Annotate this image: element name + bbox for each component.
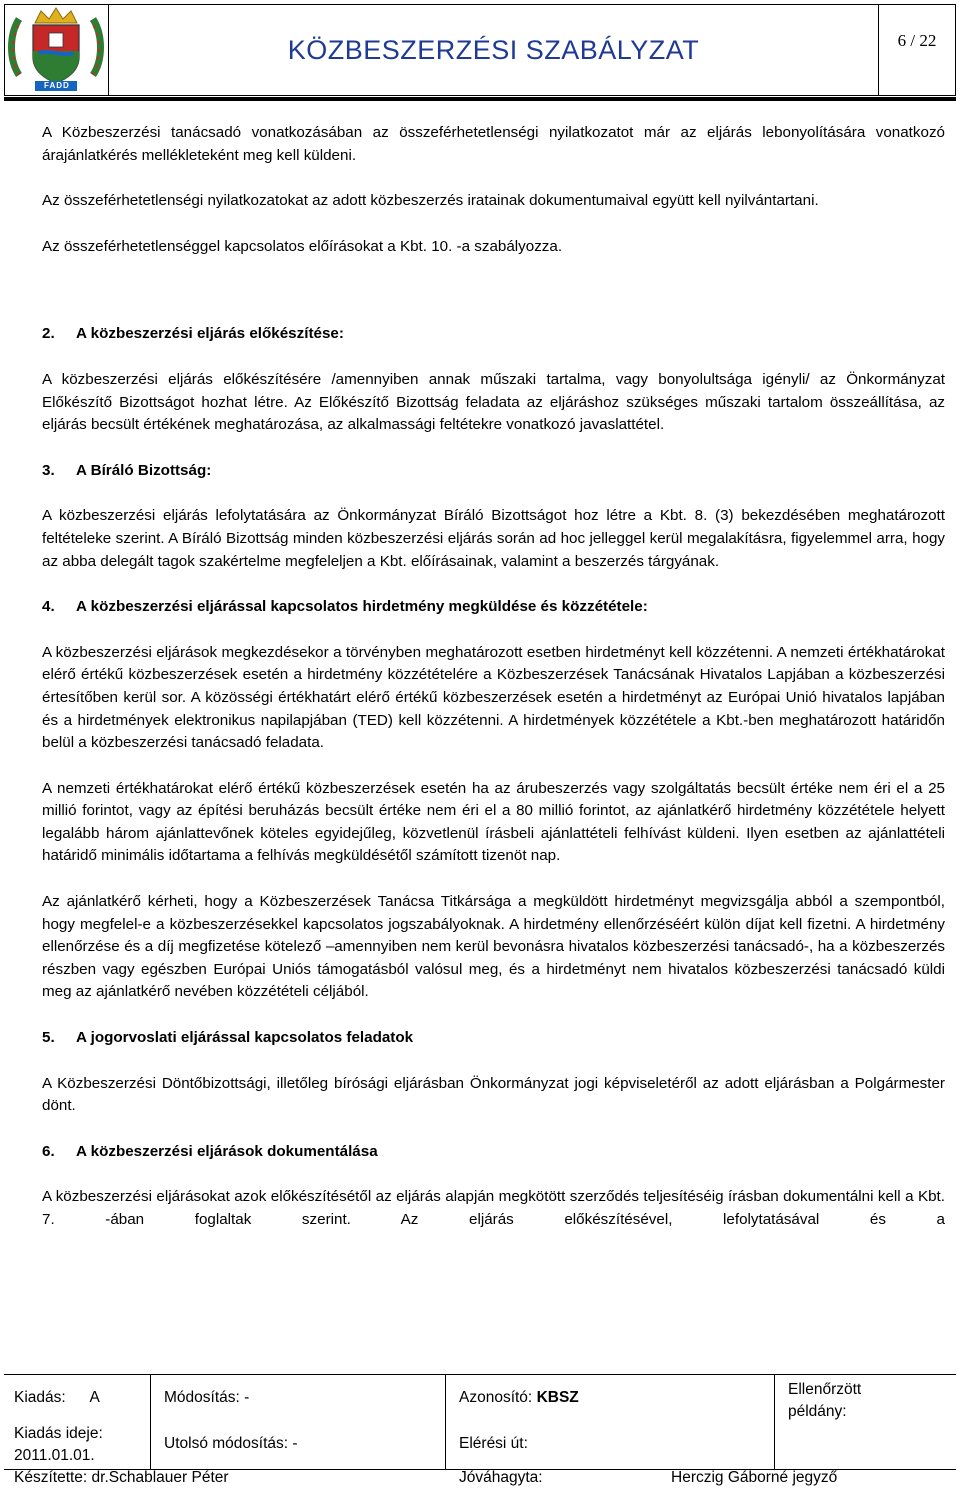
coat-of-arms-logo bbox=[5, 5, 109, 95]
approver-name: Herczig Gáborné jegyző bbox=[671, 1469, 838, 1486]
edition-value: A bbox=[89, 1389, 100, 1406]
section-heading bbox=[42, 596, 945, 619]
paragraph: Az összeférhetetlenséggel kapcsolatos előírásokat a Kbt. 10. -a szabályozza. bbox=[42, 237, 563, 255]
controlled-copy-field: Ellenőrzött példány: bbox=[788, 1381, 862, 1420]
paragraph: A nemzeti értékhatárokat elérő értékű közbeszerzések esetén ha az árubeszerzés vagy szolgáltatás becsült értéke nem éri el a 25 millió forintot, vagy az építési beruházás becsült értéke nem éri el a 80 millió forintot, az ajánlatkérő hirdetmény közzététele helyett legalább három ajánlattevőnek köteles egyidejűleg, közvetlenül írásbeli ajánlattételi felhívást küldeni. Ilyen esetben az ajánlattételi határidő minimális időtartama a felhívás megküldésétől számított tizenöt nap. bbox=[42, 779, 945, 865]
page-number: 6 / 22 bbox=[897, 31, 937, 50]
section-title: A közbeszerzési eljárással kapcsolatos hirdetmény megküldése és közzététele: bbox=[76, 598, 648, 616]
section-number: 2. bbox=[42, 325, 55, 343]
edition-label: Kiadás: bbox=[14, 1389, 66, 1406]
last-modification-field: Utolsó módosítás: - bbox=[164, 1435, 298, 1452]
section-title: A jogorvoslati eljárással kapcsolatos feladatok bbox=[76, 1029, 414, 1047]
section-number: 4. bbox=[42, 598, 55, 616]
issue-date-field bbox=[14, 1423, 144, 1467]
paragraph: A közbeszerzési eljárás előkészítésére /amennyiben annak műszaki tartalma, vagy bonyolultsága igényli/ az Önkormányzat Előkészítő Bizottságot hozhat létre. Az Előkészítő Bizottság feladata az eljáráshoz szükséges műszaki tartalom összeállítása, az eljárás becsült értékének meghatározása, az alkalmassági feltétekre vonatkozó javaslattétel. bbox=[42, 370, 945, 434]
approved-by-label: Jóváhagyta: bbox=[459, 1469, 543, 1486]
identifier-value: KBSZ bbox=[536, 1389, 579, 1406]
paragraph: Az összeférhetetlenségi nyilatkozatokat az adott közbeszerzés iratainak dokumentumaival együtt kell nyilvántartani. bbox=[42, 192, 819, 210]
section-number: 3. bbox=[42, 461, 55, 479]
issue-date-value: 2011.01.01. bbox=[14, 1447, 95, 1464]
section-heading bbox=[42, 460, 945, 483]
section-heading bbox=[42, 323, 945, 346]
document-header bbox=[4, 4, 956, 96]
document-title: KÖZBESZERZÉSI SZABÁLYZAT bbox=[109, 5, 879, 95]
logo-text: FADD bbox=[44, 81, 70, 90]
paragraph: A közbeszerzési eljárások megkezdésekor a törvényben meghatározott esetben hirdetményt kell közzétenni. A nemzeti értékhatárokat elérő értékű közbeszerzések esetén a hirdetmény közzétételére a Közbeszerzések Tanácsának Hivatalos Lapjában a közbeszerzési értesítőben kerül sor. A közösségi értékhatárt elérő értékű közbeszerzések esetén a hirdetményt az Európai Unió hivatalos lapjában és a hirdetmények elektronikus napilapjában (TED) kell közzétenni. A hirdetmények közzététele a Kbt.-ben meghatározott határidőn belül a közbeszerzési tanácsadó feladata. bbox=[42, 643, 945, 752]
paragraph: Az ajánlatkérő kérheti, hogy a Közbeszerzések Tanácsa Titkársága a megküldött hirdetményt megvizsgálja abból a szempontból, hogy megfelel-e a közbeszerzésekkel kapcsolatos jogszabályoknak. A hirdetmény ellenőrzéséért külön díjat kell fizetni. A hirdetmény ellenőrzése és a díj megfizetése kötelező –amennyiben nem kerül bevonásra hivatalos közbeszerzési tanácsadó-, ha a közbeszerzés részben vagy egészben Európai Uniós támogatásból valósul meg, és a hirdetményt nem hivatalos közbeszerzési tanácsadó küldi meg az ajánlatkérő nevében közzétételi céljából. bbox=[42, 893, 945, 1001]
paragraph: A közbeszerzési eljárásokat azok előkészítésétől az eljárás alapján megkötött szerződés teljesítéséig írásban dokumentálni kell a Kbt. 7. -ában foglaltak szerint. Az eljárás előkészítésével, lefolytatásával és a bbox=[42, 1188, 945, 1228]
issue-date-label: Kiadás ideje: bbox=[14, 1425, 103, 1442]
section-title: A közbeszerzési eljárások dokumentálása bbox=[76, 1142, 378, 1160]
header-divider bbox=[4, 97, 956, 101]
paragraph: A Közbeszerzési tanácsadó vonatkozásában az összeférhetetlenségi nyilatkozatot már az eljárás lebonyolítására vonatkozó árajánlatkérés mellékleteként meg kell küldeni. bbox=[42, 124, 945, 164]
section-heading bbox=[42, 1027, 945, 1050]
identifier-field bbox=[459, 1389, 579, 1407]
section-number: 6. bbox=[42, 1142, 55, 1160]
section-heading bbox=[42, 1141, 945, 1164]
document-footer bbox=[4, 1374, 956, 1491]
paragraph: A közbeszerzési eljárás lefolytatására az Önkormányzat Bíráló Bizottságot hoz létre a Kbt. 8. (3) bekezdésében meghatározott feltételeke szerint. A Bíráló Bizottság minden közbeszerzési eljárás során ad hoc jelleggel kerül megalakításra, figyelemmel arra, hogy az abba delegált tagok szakértelme megfeleljen a Kbt. előírásainak, valamint a beszerzés tárgyának. bbox=[42, 507, 945, 570]
edition-field bbox=[14, 1389, 100, 1407]
author-field: Készítette: dr.Schablauer Péter bbox=[14, 1469, 229, 1486]
modification-field: Módosítás: - bbox=[164, 1389, 250, 1406]
paragraph: A Közbeszerzési Döntőbizottsági, illetőleg bírósági eljárásban Önkormányzat jogi képviseletéről az adott eljárásban a Polgármester dönt. bbox=[42, 1074, 945, 1115]
identifier-label: Azonosító: bbox=[459, 1389, 533, 1406]
section-title: A Bíráló Bizottság: bbox=[76, 461, 212, 479]
section-number: 5. bbox=[42, 1029, 55, 1047]
section-title: A közbeszerzési eljárás előkészítése: bbox=[76, 325, 344, 343]
document-body bbox=[42, 122, 945, 1232]
coat-of-arms-icon bbox=[5, 5, 107, 93]
access-path-field: Elérési út: bbox=[459, 1435, 528, 1452]
